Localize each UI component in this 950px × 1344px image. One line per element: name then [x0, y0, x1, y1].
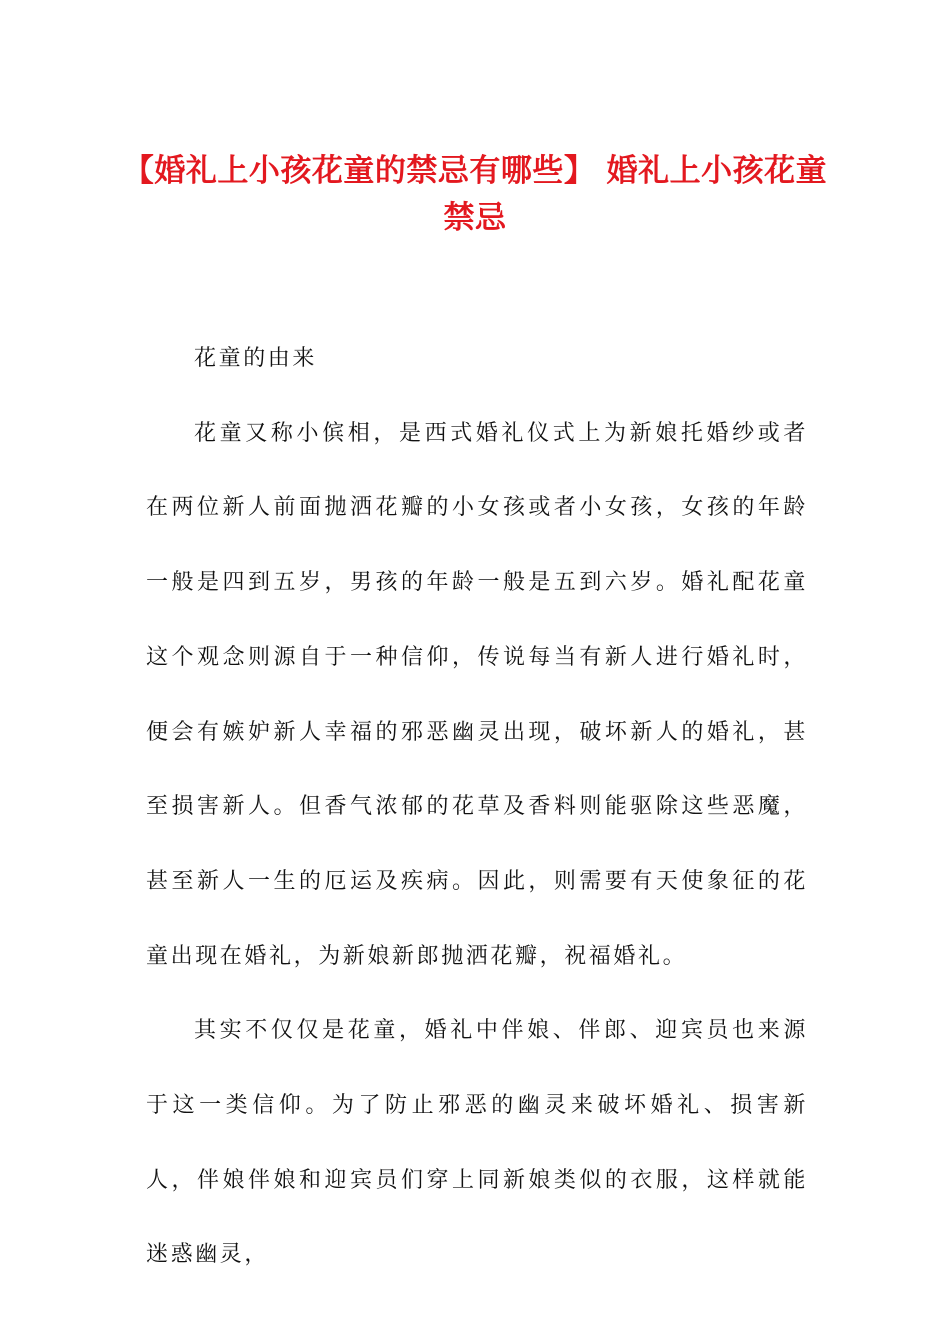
document-title: 【婚礼上小孩花童的禁忌有哪些】 婚礼上小孩花童禁忌: [122, 153, 828, 236]
paragraph: 其实不仅仅是花童，婚礼中伴娘、伴郎、迎宾员也来源于这一类信仰。为了防止邪恶的幽灵来破坏婚礼、损害新人，伴娘伴娘和迎宾员们穿上同新娘类似的衣服，这样就能迷惑幽灵，: [146, 1018, 808, 1268]
paragraph-heading: 花童的由来: [194, 346, 318, 371]
paragraph: 花童又称小傧相，是西式婚礼仪式上为新娘托婚纱或者在两位新人前面抛洒花瓣的小女孩或者小女孩，女孩的年龄一般是四到五岁，男孩的年龄一般是五到六岁。婚礼配花童这个观念则源自于一种信仰，传说每当有新人进行婚礼时，便会有嫉妒新人幸福的邪恶幽灵出现，破坏新人的婚礼，甚至损害新人。但香气浓郁的花草及香料则能驱除这些恶魔，甚至新人一生的厄运及疾病。因此，则需要有天使象征的花童出现在婚礼，为新娘新郎抛洒花瓣，祝福婚礼。: [146, 420, 808, 969]
document-body: [146, 322, 808, 1293]
